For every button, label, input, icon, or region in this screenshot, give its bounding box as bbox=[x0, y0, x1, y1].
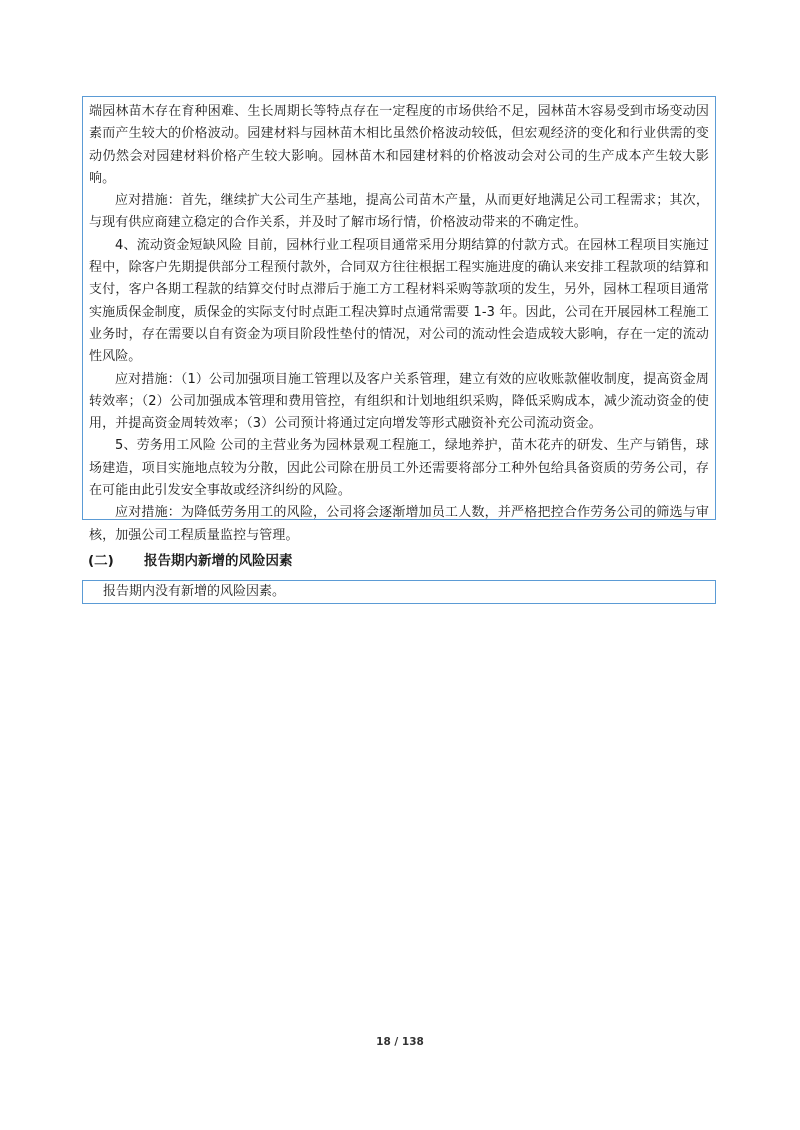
section-number: (二) bbox=[88, 553, 114, 569]
new-risk-text: 报告期内没有新增的风险因素。 bbox=[103, 584, 286, 599]
paragraph-liquidity-risk: 4、流动资金短缺风险 目前，园林行业工程项目通常采用分期结算的付款方式。在园林工程项目实施过程中，除客户先期提供部分工程预付款外，合同双方往往根据工程实施进度的确认来安排工程款项的结算和支付，客户各期工程款的结算交付时点滞后于施工方工程材料采购等款项的发生，另外，园林工程项目通常实施质保金制度，质保金的实际支付时点距工程决算时点通常需要 1-3 年。因此，公司在开展园林工程施工业务时，存在需要以自有资金为项目阶段性垫付的情况，对公司的流动性会造成较大影响，存在一定的流动性风险。 bbox=[89, 237, 709, 365]
risk-factors-box bbox=[82, 96, 716, 543]
page-number: 18 / 138 bbox=[376, 1036, 424, 1048]
paragraph-liquidity-measures: 应对措施：（1）公司加强项目施工管理以及客户关系管理，建立有效的应收账款催收制度，提高资金周转效率；（2）公司加强成本管理和费用管控，有组织和计划地组织采购，降低采购成本，减少流动资金的使用，并提高资金周转效率；（3）公司预计将通过定向增发等形式融资补充公司流动资金。 bbox=[89, 371, 709, 432]
section-heading bbox=[88, 549, 293, 569]
paragraph-price-measures: 应对措施：首先，继续扩大公司生产基地，提高公司苗木产量，从而更好地满足公司工程需求；其次，与现有供应商建立稳定的合作关系，并及时了解市场行情，价格波动带来的不确定性。 bbox=[89, 193, 709, 231]
section-title: 报告期内新增的风险因素 bbox=[144, 553, 293, 569]
paragraph-labor-measures: 应对措施：为降低劳务用工的风险，公司将会逐渐增加员工人数，并严格把控合作劳务公司的筛选与审核，加强公司工程质量监控与管理。 bbox=[89, 505, 709, 543]
new-risk-box bbox=[82, 580, 716, 604]
paragraph-labor-risk: 5、劳务用工风险 公司的主营业务为园林景观工程施工，绿地养护，苗木花卉的研发、生产与销售，球场建造，项目实施地点较为分散，因此公司除在册员工外还需要将部分工种外包给具备资质的劳务公司，存在可能由此引发安全事故或经济纠纷的风险。 bbox=[89, 438, 709, 499]
paragraph-price-risk: 端园林苗木存在育种困难、生长周期长等特点存在一定程度的市场供给不足，园林苗木容易受到市场变动因素而产生较大的价格波动。园建材料与园林苗木相比虽然价格波动较低，但宏观经济的变化和行业供需的变动仍然会对园建材料价格产生较大影响。园林苗木和园建材料的价格波动会对公司的生产成本产生较大影响。 bbox=[89, 104, 709, 186]
